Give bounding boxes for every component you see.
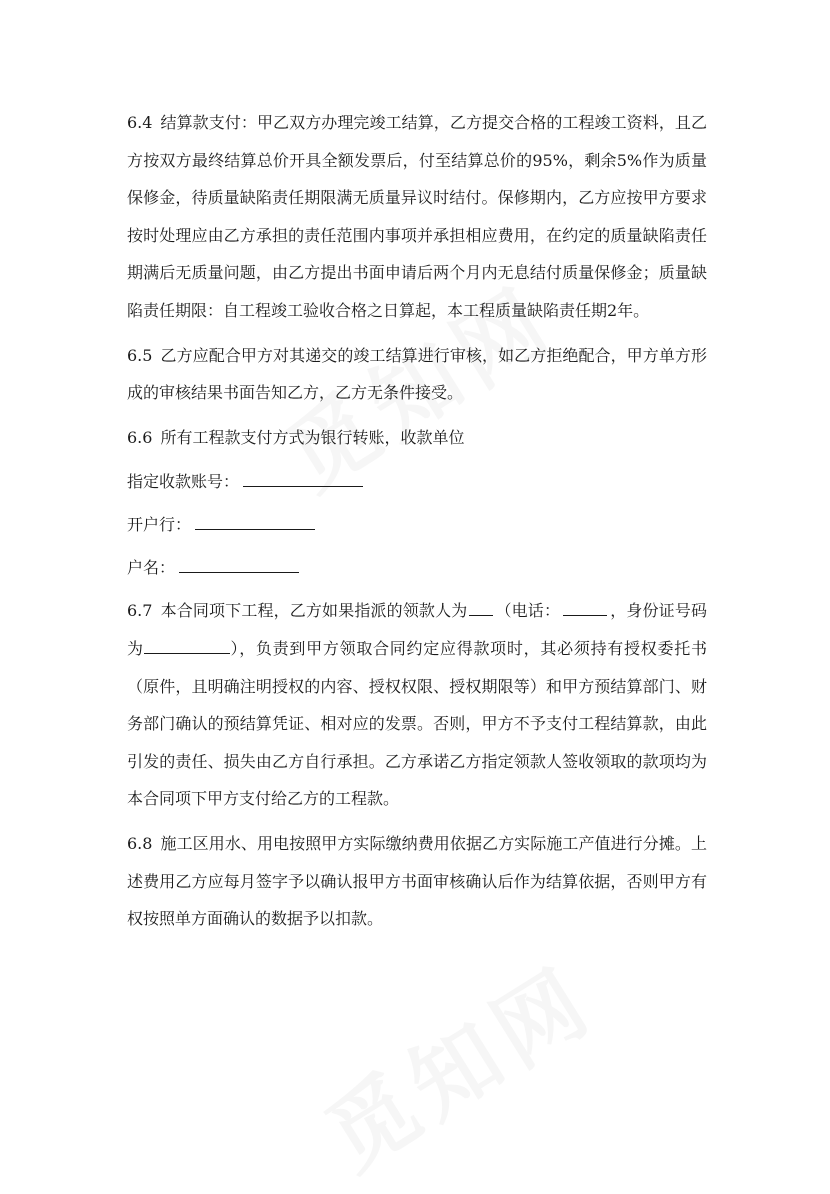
account-number-field [127,463,707,501]
account-name-field [127,549,707,587]
field-label: 户名： [127,558,176,578]
clause-text: 施工区用水、用电按照甲方实际缴纳费用依据乙方实际施工产值进行分摊。上述费用乙方应每月签字予以确认报甲方书面审核确认后作为结算依据，否则甲方有权按照单方面确认的数据予以扣款。 [127,833,707,929]
clause-text: 本合同项下工程，乙方如果指派的领款人为 [160,601,468,621]
blank-line [243,473,363,487]
clause-number: 6.8 [127,833,153,853]
bank-field [127,506,707,544]
clause-number: 6.6 [127,427,153,447]
clause-6-7 [127,592,707,818]
blank-line [563,602,607,616]
contract-body [127,104,707,945]
blank-line [469,602,493,616]
watermark-text [299,932,615,1194]
field-label: 指定收款账号： [127,472,240,492]
clause-text: （电话： [495,601,561,621]
clause-6-6 [127,419,707,457]
clause-text: 所有工程款支付方式为银行转账，收款单位 [160,427,465,447]
clause-number: 6.7 [127,601,153,621]
clause-text: 结算款支付：甲乙双方办理完竣工结算，乙方提交合格的工程竣工资料，且乙方按双方最终结算总价开具全额发票后，付至结算总价的95%，剩余5%作为质量保修金，待质量缺陷责任期限满无质量异议时结付。保修期内，乙方应按甲方要求按时处理应由乙方承担的责任范围内事项并承担相应费用，在约定的质量缺陷责任期满后无质量问题，由乙方提出书面申请后两个月内无息结付质量保修金；质量缺陷责任期限：自工程竣工验收合格之日算起，本工程质量缺陷责任期2年。 [127,113,707,320]
field-label: 开户行： [127,515,192,535]
clause-number: 6.5 [127,345,153,365]
blank-line [144,640,230,654]
clause-text: 乙方应配合甲方对其递交的竣工结算进行审核，如乙方拒绝配合，甲方单方形成的审核结果书面告知乙方，乙方无条件接受。 [127,345,707,403]
blank-line [195,516,315,530]
clause-text: ，身份证号码为 [127,601,707,658]
clause-6-4 [127,104,707,330]
clause-text: ），负责到甲方领取合同约定应得款项时，其必须持有授权委托书（原件，且明确注明授权的内容、授权权限、授权期限等）和甲方预结算部门、财务部门确认的预结算凭证、相对应的发票。否则，甲方不予支付工程结算款，由此引发的责任、损失由乙方自行承担。乙方承诺乙方指定领款人签收领取的款项均为本合同项下甲方支付给乙方的工程款。 [127,638,707,809]
blank-line [179,559,299,573]
clause-6-5 [127,337,707,412]
clause-number: 6.4 [127,113,153,132]
clause-6-8 [127,825,707,938]
